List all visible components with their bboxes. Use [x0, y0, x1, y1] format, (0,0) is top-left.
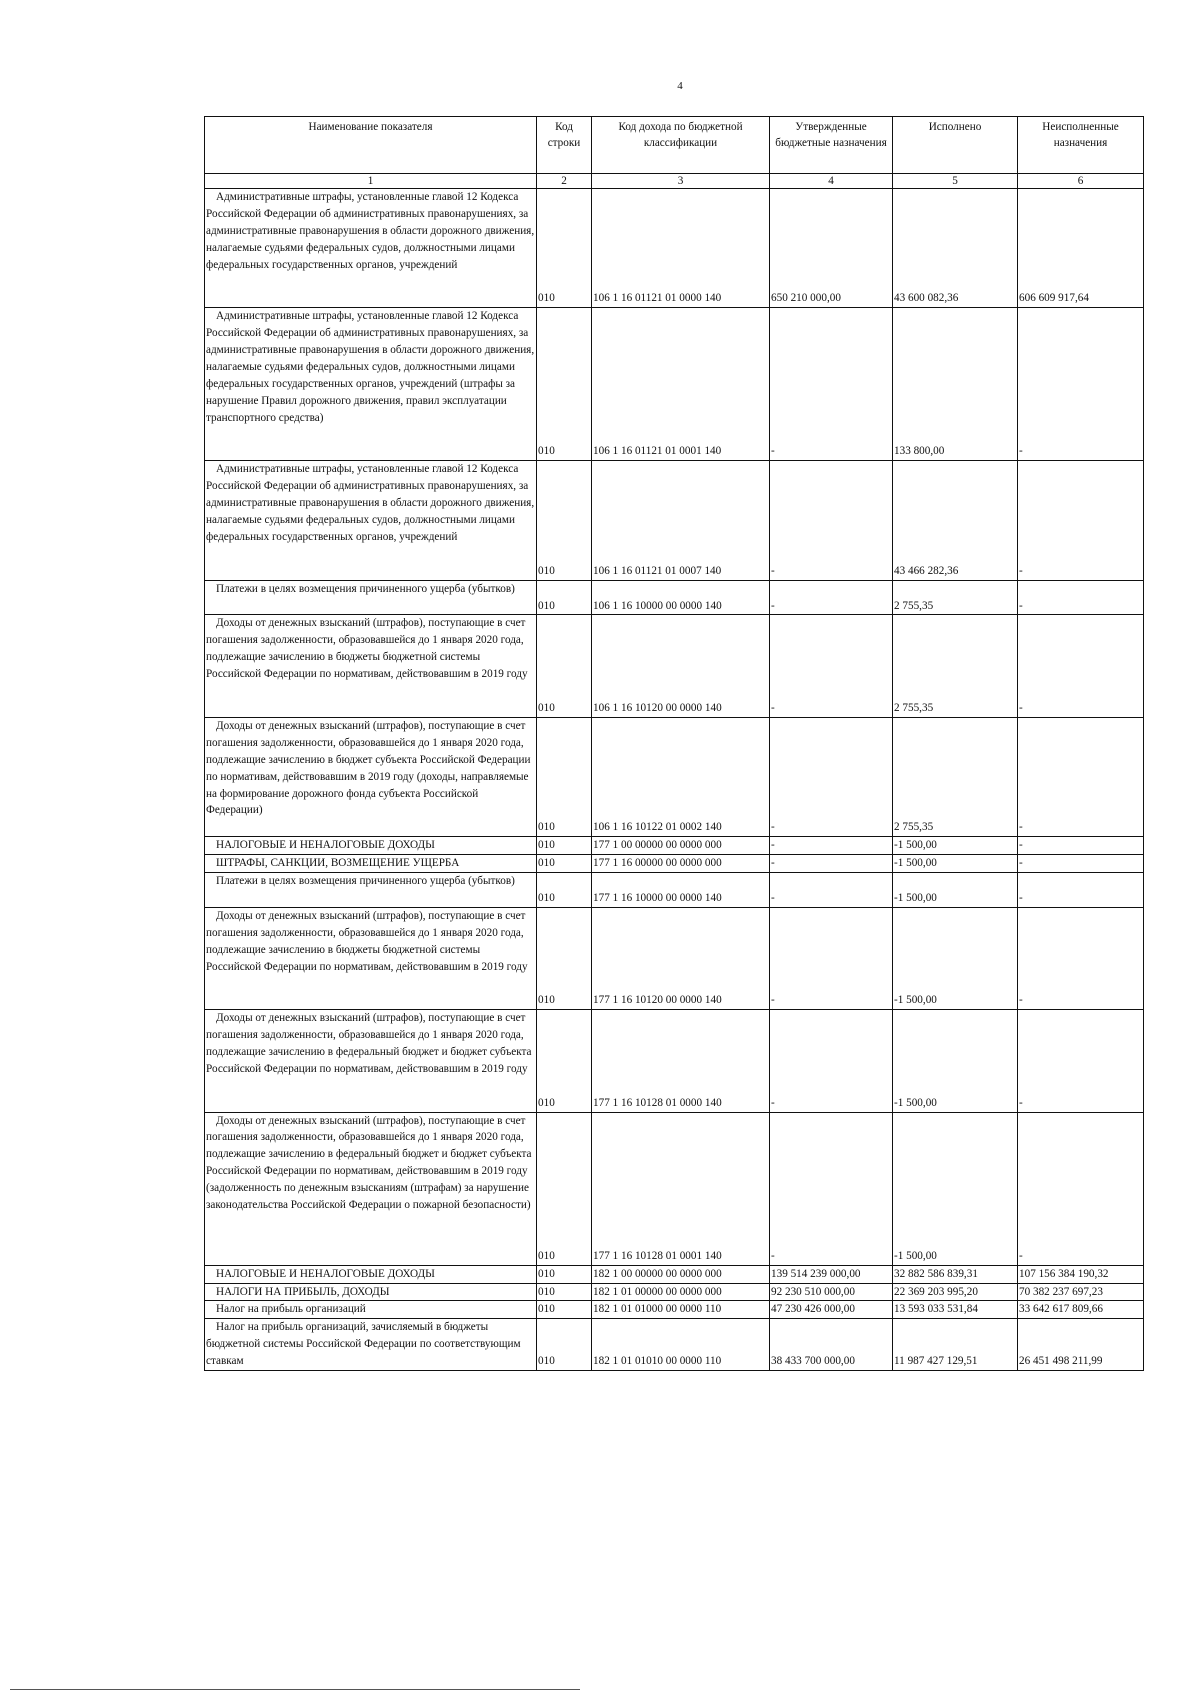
row-name-text: Налог на прибыль организаций — [216, 1303, 366, 1316]
row-income-code: 106 1 16 10122 01 0002 140 — [592, 717, 770, 836]
table-row — [205, 872, 1144, 907]
row-executed: 11 987 427 129,51 — [893, 1319, 1018, 1371]
row-unexecuted: 107 156 384 190,32 — [1018, 1265, 1144, 1283]
header-line-code: Код строки — [537, 117, 592, 174]
row-approved: 47 230 426 000,00 — [770, 1301, 893, 1319]
row-name-text: НАЛОГОВЫЕ И НЕНАЛОГОВЫЕ ДОХОДЫ — [216, 839, 435, 852]
row-unexecuted: - — [1018, 717, 1144, 836]
row-unexecuted: - — [1018, 1010, 1144, 1112]
row-line-code: 010 — [537, 1010, 592, 1112]
row-name — [205, 907, 537, 1009]
budget-execution-table — [204, 116, 1144, 1371]
row-name — [205, 1112, 537, 1265]
row-name-text: ШТРАФЫ, САНКЦИИ, ВОЗМЕЩЕНИЕ УЩЕРБА — [216, 857, 460, 870]
row-executed: 32 882 586 839,31 — [893, 1265, 1018, 1283]
row-approved: 92 230 510 000,00 — [770, 1283, 893, 1301]
row-name — [205, 1010, 537, 1112]
table-row — [205, 1319, 1144, 1371]
row-unexecuted: - — [1018, 907, 1144, 1009]
row-line-code: 010 — [537, 615, 592, 717]
row-income-code: 177 1 00 00000 00 0000 000 — [592, 837, 770, 855]
table-row — [205, 461, 1144, 580]
row-line-code: 010 — [537, 1301, 592, 1319]
row-unexecuted: - — [1018, 872, 1144, 907]
column-number: 4 — [770, 174, 893, 189]
row-unexecuted: - — [1018, 837, 1144, 855]
row-income-code: 177 1 16 10128 01 0000 140 — [592, 1010, 770, 1112]
row-unexecuted: - — [1018, 461, 1144, 580]
header-unexecuted: Неисполненные назначения — [1018, 117, 1144, 174]
row-executed: -1 500,00 — [893, 907, 1018, 1009]
row-line-code: 010 — [537, 461, 592, 580]
row-unexecuted: - — [1018, 580, 1144, 615]
table-row — [205, 1010, 1144, 1112]
row-approved: 650 210 000,00 — [770, 189, 893, 308]
row-line-code: 010 — [537, 189, 592, 308]
table-row — [205, 837, 1144, 855]
row-name — [205, 308, 537, 461]
row-executed: -1 500,00 — [893, 872, 1018, 907]
table-row — [205, 855, 1144, 873]
row-income-code: 177 1 16 00000 00 0000 000 — [592, 855, 770, 873]
row-name-text: НАЛОГИ НА ПРИБЫЛЬ, ДОХОДЫ — [216, 1285, 390, 1298]
table-header-row — [205, 117, 1144, 174]
table-row — [205, 907, 1144, 1009]
row-approved: - — [770, 717, 893, 836]
column-number: 3 — [592, 174, 770, 189]
row-line-code: 010 — [537, 907, 592, 1009]
row-executed: -1 500,00 — [893, 837, 1018, 855]
header-indicator-name: Наименование показателя — [205, 117, 537, 174]
row-income-code: 177 1 16 10000 00 0000 140 — [592, 872, 770, 907]
row-name — [205, 837, 537, 855]
row-income-code: 106 1 16 01121 01 0007 140 — [592, 461, 770, 580]
row-approved: - — [770, 615, 893, 717]
row-executed: -1 500,00 — [893, 1112, 1018, 1265]
row-executed: -1 500,00 — [893, 855, 1018, 873]
column-number: 5 — [893, 174, 1018, 189]
table-row — [205, 1265, 1144, 1283]
row-unexecuted: 26 451 498 211,99 — [1018, 1319, 1144, 1371]
row-income-code: 177 1 16 10120 00 0000 140 — [592, 907, 770, 1009]
header-approved: Утвержденные бюджетные назначения — [770, 117, 893, 174]
row-name-text: Доходы от денежных взысканий (штрафов), поступающие в счет погашения задолженности, образовавшейся до 1 января 2020 года, подлежащие зачислению в федеральный бюджет и бюджет субъекта Российской Федерации по нормативам, действовавшим в 2019 году — [206, 1012, 532, 1075]
row-line-code: 010 — [537, 308, 592, 461]
row-unexecuted: 33 642 617 809,66 — [1018, 1301, 1144, 1319]
table-row — [205, 1112, 1144, 1265]
row-approved: - — [770, 907, 893, 1009]
row-line-code: 010 — [537, 1265, 592, 1283]
row-executed: 2 755,35 — [893, 717, 1018, 836]
row-name-text: Доходы от денежных взысканий (штрафов), поступающие в счет погашения задолженности, образовавшейся до 1 января 2020 года, подлежащие зачислению в бюджеты бюджетной системы Российской Федерации по нормативам, действовавшим в 2019 году — [206, 617, 528, 681]
row-approved: - — [770, 308, 893, 461]
table-row — [205, 717, 1144, 836]
row-name-text: Платежи в целях возмещения причиненного ущерба (убытков) — [216, 582, 515, 595]
row-line-code: 010 — [537, 1112, 592, 1265]
column-number: 1 — [205, 174, 537, 189]
row-name — [205, 855, 537, 873]
column-number-row — [205, 174, 1144, 189]
row-income-code: 177 1 16 10128 01 0001 140 — [592, 1112, 770, 1265]
row-name-text: Доходы от денежных взысканий (штрафов), поступающие в счет погашения задолженности, образовавшейся до 1 января 2020 года, подлежащие зачислению в федеральный бюджет и бюджет субъекта Российской Федерации по нормативам, действовавшим в 2019 году (задолженность по денежным взысканиям (штрафам) за нарушение законодательства Российской Федерации о пожарной безопасности) — [206, 1114, 532, 1212]
row-approved: - — [770, 580, 893, 615]
row-name — [205, 1265, 537, 1283]
row-approved: 38 433 700 000,00 — [770, 1319, 893, 1371]
row-unexecuted: - — [1018, 855, 1144, 873]
row-name-text: Административные штрафы, установленные главой 12 Кодекса Российской Федерации об административных правонарушениях, за административные правонарушения в области дорожного движения, налагаемые судьями федеральных судов, должностными лицами федеральных государственных органов, учреждений — [206, 191, 535, 271]
row-executed: 43 466 282,36 — [893, 461, 1018, 580]
row-income-code: 182 1 01 01000 00 0000 110 — [592, 1301, 770, 1319]
table-body — [205, 189, 1144, 1371]
row-income-code: 106 1 16 10000 00 0000 140 — [592, 580, 770, 615]
column-number: 6 — [1018, 174, 1144, 189]
header-income-code: Код дохода по бюджетной классификации — [592, 117, 770, 174]
row-executed: 2 755,35 — [893, 580, 1018, 615]
row-name — [205, 580, 537, 615]
column-number: 2 — [537, 174, 592, 189]
row-unexecuted: - — [1018, 615, 1144, 717]
row-executed: 43 600 082,36 — [893, 189, 1018, 308]
table-row — [205, 308, 1144, 461]
row-approved: - — [770, 461, 893, 580]
row-line-code: 010 — [537, 1283, 592, 1301]
row-name-text: НАЛОГОВЫЕ И НЕНАЛОГОВЫЕ ДОХОДЫ — [216, 1267, 435, 1280]
row-name-text: Административные штрафы, установленные главой 12 Кодекса Российской Федерации об административных правонарушениях, за административные правонарушения в области дорожного движения, налагаемые судьями федеральных судов, должностными лицами федеральных государственных органов, учреждений — [206, 463, 535, 544]
row-approved: - — [770, 1010, 893, 1112]
row-name-text: Платежи в целях возмещения причиненного ущерба (убытков) — [216, 874, 515, 887]
row-executed: 133 800,00 — [893, 308, 1018, 461]
row-approved: - — [770, 837, 893, 855]
row-name — [205, 189, 537, 308]
row-unexecuted: 70 382 237 697,23 — [1018, 1283, 1144, 1301]
row-income-code: 182 1 01 01010 00 0000 110 — [592, 1319, 770, 1371]
row-line-code: 010 — [537, 1319, 592, 1371]
row-income-code: 106 1 16 01121 01 0000 140 — [592, 189, 770, 308]
table-row — [205, 1283, 1144, 1301]
row-approved: - — [770, 872, 893, 907]
row-unexecuted: - — [1018, 1112, 1144, 1265]
header-executed: Исполнено — [893, 117, 1018, 174]
row-name — [205, 1301, 537, 1319]
row-executed: 13 593 033 531,84 — [893, 1301, 1018, 1319]
table-row — [205, 615, 1144, 717]
row-line-code: 010 — [537, 580, 592, 615]
row-income-code: 182 1 01 00000 00 0000 000 — [592, 1283, 770, 1301]
table-row — [205, 189, 1144, 308]
row-name — [205, 615, 537, 717]
row-name-text: Административные штрафы, установленные главой 12 Кодекса Российской Федерации об административных правонарушениях, за административные правонарушения в области дорожного движения, налагаемые судьями федеральных судов, должностными лицами федеральных государственных органов, учреждений (штрафы за нарушение Правил дорожного движения, правил эксплуатации транспортного средства) — [206, 310, 535, 424]
table-row — [205, 1301, 1144, 1319]
row-executed: -1 500,00 — [893, 1010, 1018, 1112]
row-name-text: Доходы от денежных взысканий (штрафов), поступающие в счет погашения задолженности, образовавшейся до 1 января 2020 года, подлежащие зачислению в бюджеты бюджетной системы Российской Федерации по нормативам, действовавшим в 2019 году — [206, 909, 528, 973]
row-executed: 2 755,35 — [893, 615, 1018, 717]
row-income-code: 182 1 00 00000 00 0000 000 — [592, 1265, 770, 1283]
row-unexecuted: 606 609 917,64 — [1018, 189, 1144, 308]
row-line-code: 010 — [537, 717, 592, 836]
table-row — [205, 580, 1144, 615]
row-line-code: 010 — [537, 855, 592, 873]
row-name — [205, 461, 537, 580]
row-name — [205, 1319, 537, 1371]
row-approved: - — [770, 855, 893, 873]
row-name-text: Налог на прибыль организаций, зачисляемый в бюджеты бюджетной системы Российской Федерации по соответствующим ставкам — [206, 1321, 521, 1368]
row-name — [205, 1283, 537, 1301]
row-name — [205, 717, 537, 836]
row-approved: 139 514 239 000,00 — [770, 1265, 893, 1283]
row-name — [205, 872, 537, 907]
row-name-text: Доходы от денежных взысканий (штрафов), поступающие в счет погашения задолженности, образовавшейся до 1 января 2020 года, подлежащие зачислению в бюджет субъекта Российской Федерации по нормативам, действовавшим в 2019 году (доходы, направляемые на формирование дорожного фонда субъекта Российской Федерации) — [206, 719, 531, 817]
row-approved: - — [770, 1112, 893, 1265]
row-executed: 22 369 203 995,20 — [893, 1283, 1018, 1301]
page-number: 4 — [677, 80, 683, 92]
row-line-code: 010 — [537, 872, 592, 907]
row-income-code: 106 1 16 10120 00 0000 140 — [592, 615, 770, 717]
row-income-code: 106 1 16 01121 01 0001 140 — [592, 308, 770, 461]
page-bottom-rule — [10, 1689, 580, 1690]
row-unexecuted: - — [1018, 308, 1144, 461]
row-line-code: 010 — [537, 837, 592, 855]
